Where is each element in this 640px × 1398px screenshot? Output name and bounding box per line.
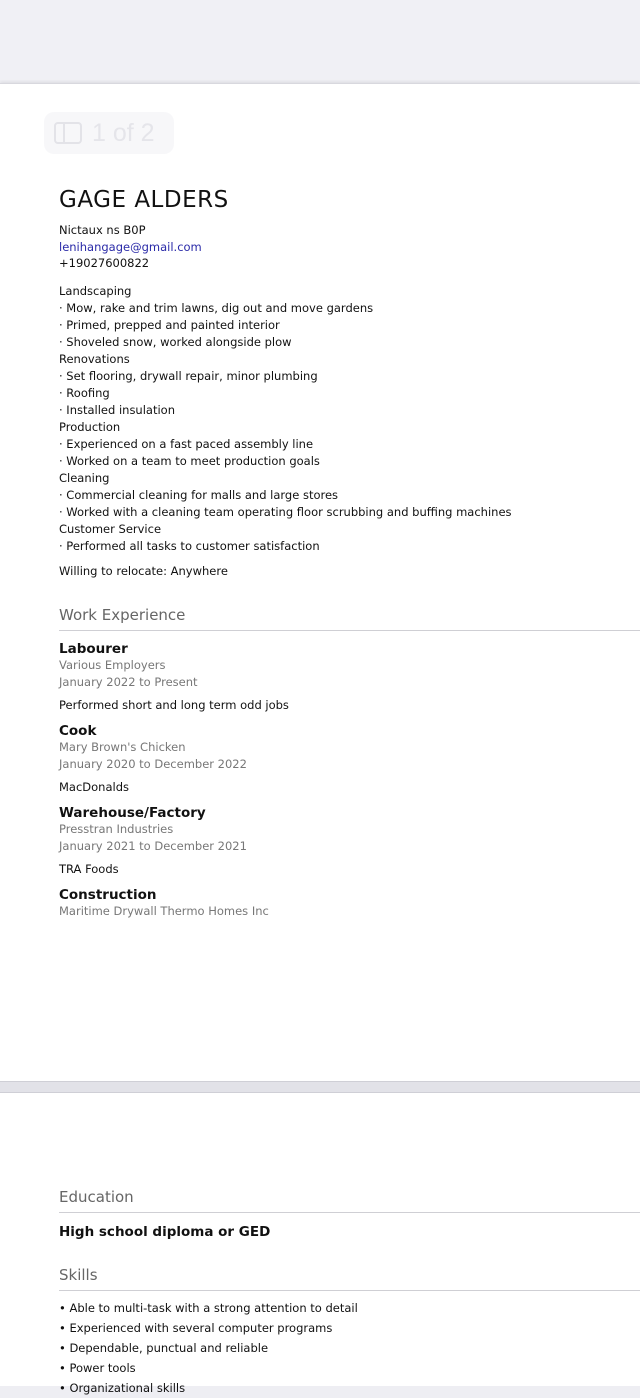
page-count: 1 of 2 [92, 118, 155, 147]
summary-line: · Shoveled snow, worked alongside plow [59, 335, 292, 349]
summary-line: · Experienced on a fast paced assembly line [59, 437, 314, 451]
viewer-top-area [0, 0, 640, 80]
resume-page-1 [0, 83, 640, 1082]
job-company: Various Employers [59, 658, 166, 672]
summary [59, 283, 512, 555]
skill-item: • Dependable, punctual and reliable [59, 1341, 269, 1355]
work-experience-heading: Work Experience [59, 606, 186, 624]
summary-line: · Mow, rake and trim lawns, dig out and move gardens [59, 301, 374, 315]
skills-heading: Skills [59, 1266, 98, 1284]
summary-line: · Primed, prepped and painted interior [59, 318, 280, 332]
page-indicator[interactable] [44, 112, 174, 154]
summary-line: · Commercial cleaning for malls and large stores [59, 488, 339, 502]
summary-line: · Set flooring, drywall repair, minor plumbing [59, 369, 318, 383]
summary-line: Landscaping [59, 284, 132, 298]
job-title: Cook [59, 723, 97, 739]
job-entry [59, 805, 247, 876]
job-company: Mary Brown's Chicken [59, 740, 186, 754]
job-entry [59, 723, 247, 794]
summary-line: Production [59, 420, 121, 434]
job-entry [59, 641, 289, 712]
job-title: Labourer [59, 641, 128, 657]
summary-line: · Installed insulation [59, 403, 175, 417]
job-dates: January 2020 to December 2022 [59, 756, 247, 771]
sidebar-icon [54, 122, 82, 144]
job-description: Performed short and long term odd jobs [59, 698, 289, 712]
job-company: Presstran Industries [59, 822, 174, 836]
skill-item: • Organizational skills [59, 1381, 186, 1395]
resume-page-2 [0, 1093, 640, 1395]
summary-line: Renovations [59, 352, 130, 366]
job-description: MacDonalds [59, 780, 130, 794]
candidate-name: GAGE ALDERS [59, 187, 229, 213]
job-title: Construction [59, 887, 157, 903]
contact-info [59, 222, 202, 272]
summary-line: Cleaning [59, 471, 110, 485]
education-degree: High school diploma or GED [59, 1224, 271, 1240]
skill-item: • Able to multi-task with a strong attention to detail [59, 1301, 358, 1315]
location: Nictaux ns B0P [59, 223, 146, 237]
skill-item: • Power tools [59, 1361, 136, 1375]
section-divider [59, 1212, 640, 1213]
skills-list [59, 1298, 358, 1398]
job-dates: January 2021 to December 2021 [59, 838, 247, 853]
education-heading: Education [59, 1188, 134, 1206]
job-description: TRA Foods [59, 862, 119, 876]
job-company: Maritime Drywall Thermo Homes Inc [59, 904, 269, 918]
job-title: Warehouse/Factory [59, 805, 206, 821]
summary-line: · Performed all tasks to customer satisfaction [59, 539, 320, 553]
summary-line: · Roofing [59, 386, 110, 400]
page-separator [0, 1081, 640, 1093]
relocate-statement: Willing to relocate: Anywhere [59, 564, 228, 578]
summary-line: · Worked with a cleaning team operating floor scrubbing and buffing machines [59, 505, 512, 519]
summary-line: Customer Service [59, 522, 162, 536]
phone[interactable]: +19027600822 [59, 256, 150, 270]
email-link[interactable]: lenihangage@gmail.com [59, 239, 202, 254]
job-entry [59, 887, 269, 920]
skill-item: • Experienced with several computer programs [59, 1321, 333, 1335]
summary-line: · Worked on a team to meet production goals [59, 454, 320, 468]
job-dates: January 2022 to Present [59, 674, 198, 689]
section-divider [59, 1290, 640, 1291]
section-divider [59, 630, 640, 631]
